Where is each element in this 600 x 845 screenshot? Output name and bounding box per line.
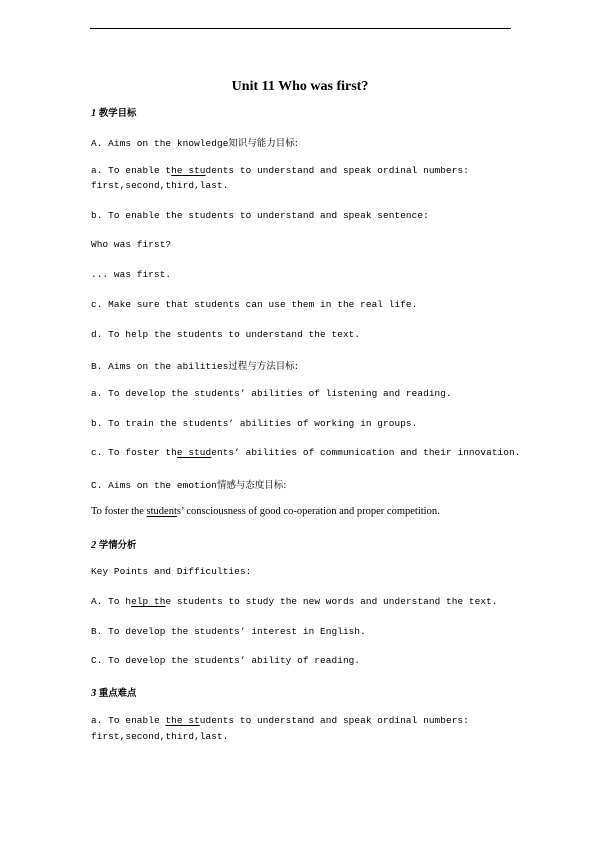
aim-c-heading: C. Aims on the emotion情感与态度目标: xyxy=(91,480,287,491)
section-3-heading: 3 重点难点 xyxy=(91,688,137,699)
section-2-heading: 2 学情分析 xyxy=(91,540,137,551)
aim-b-item-3: c. To foster the students’ abilities of communication and their innovation. xyxy=(91,447,521,458)
aim-a-item-2-answer: ... was first. xyxy=(91,269,172,280)
aim-c-item-1: To foster the students’ consciousness of good co-operation and proper competition. xyxy=(91,506,440,517)
aim-a-item-2-question: Who was first? xyxy=(91,239,172,250)
key-point-1: A. To help the students to study the new words and understand the text. xyxy=(91,596,498,607)
key-points-label: Key Points and Difficulties: xyxy=(91,566,252,577)
aim-a-item-1: a. To enable the students to understand and speak ordinal numbers: xyxy=(91,165,469,176)
aim-a-heading: A. Aims on the knowledge知识与能力目标: xyxy=(91,138,299,149)
key-point-3: C. To develop the students’ ability of reading. xyxy=(91,655,361,666)
aim-a-item-2: b. To enable the students to understand and speak sentence: xyxy=(91,210,429,221)
section-1-heading: 1 教学目标 xyxy=(91,108,137,119)
page-title: Unit 11 Who was first? xyxy=(231,79,369,94)
top-rule xyxy=(90,28,511,29)
aim-a-item-1-cont: first,second,third,last. xyxy=(91,180,229,191)
key-point-2: B. To develop the students’ interest in English. xyxy=(91,626,366,637)
focus-item-1-cont: first,second,third,last. xyxy=(91,731,229,742)
aim-b-item-1: a. To develop the students’ abilities of listening and reading. xyxy=(91,388,452,399)
aim-b-item-2: b. To train the students’ abilities of working in groups. xyxy=(91,418,418,429)
aim-b-heading: B. Aims on the abilities过程与方法目标: xyxy=(91,361,299,372)
aim-a-item-4: d. To help the students to understand the text. xyxy=(91,329,361,340)
focus-item-1: a. To enable the students to understand and speak ordinal numbers: xyxy=(91,715,469,726)
aim-a-item-3: c. Make sure that students can use them in the real life. xyxy=(91,299,418,310)
